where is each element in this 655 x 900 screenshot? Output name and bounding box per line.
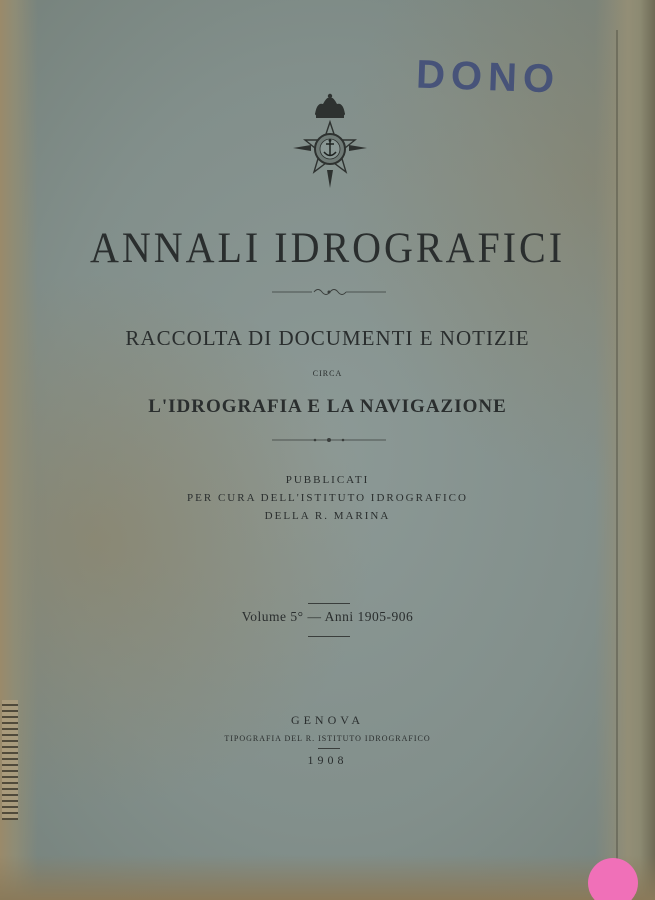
imprint-rule <box>318 748 340 749</box>
volume-rule-bottom <box>308 636 350 637</box>
main-title: ANNALI IDROGRAFICI <box>89 223 566 272</box>
ornamental-divider-top <box>0 286 655 298</box>
dono-stamp: DONO <box>415 52 561 102</box>
publisher-line-1: PUBBLICATI <box>285 474 370 486</box>
circa-label: CIRCA <box>312 369 343 378</box>
publisher-line-2: PER CURA DELL'ISTITUTO IDROGRAFICO <box>187 492 468 504</box>
imprint-city: GENOVA <box>290 713 365 727</box>
imprint-printer: TIPOGRAFIA DEL R. ISTITUTO IDROGRAFICO <box>224 734 431 743</box>
volume-info: Volume 5° — Anni 1905-906 <box>241 609 414 624</box>
crowned-star-anchor-emblem-icon <box>287 92 373 200</box>
topic-heading: L'IDROGRAFIA E LA NAVIGAZIONE <box>148 396 507 417</box>
volume-rule-top <box>308 603 350 604</box>
imprint-year: 1908 <box>307 753 348 767</box>
subtitle: RACCOLTA DI DOCUMENTI E NOTIZIE <box>125 326 530 350</box>
publisher-line-3: DELLA R. MARINA <box>264 510 391 522</box>
bottom-edge-wear <box>0 855 655 900</box>
pink-sticker <box>588 858 638 900</box>
ornamental-divider-middle <box>0 434 655 446</box>
